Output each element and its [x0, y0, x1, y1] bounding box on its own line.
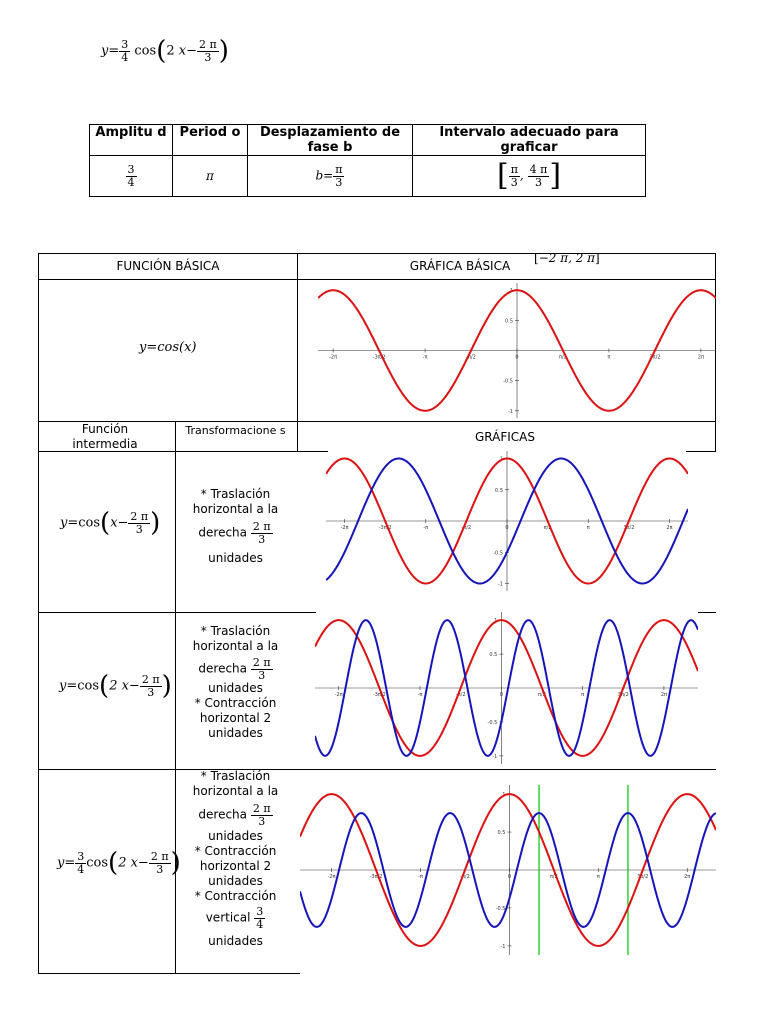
row1-fn-pre: x− — [110, 515, 129, 531]
x-tick-label: -π — [422, 354, 428, 361]
row2-t-den: 3 — [251, 669, 273, 682]
row2-t3: derecha — [198, 661, 248, 676]
x-tick-label: 0 — [499, 692, 503, 698]
row3-t9: vertical — [205, 910, 251, 925]
x-tick-label: -2π — [334, 692, 343, 698]
x-tick-label: -2π — [329, 354, 338, 361]
amp-den: 4 — [127, 175, 135, 189]
x-tick-label: π — [596, 874, 600, 880]
eq-lparen: ( — [156, 36, 167, 66]
x-tick-label: -π — [423, 525, 429, 531]
y-tick-label: 1 — [494, 618, 498, 625]
row1-fn-den: 3 — [128, 523, 150, 536]
x-tick-label: π/2 — [559, 354, 567, 361]
eq-phase-den: 3 — [197, 51, 219, 64]
row3-coef-num: 3 — [77, 849, 85, 863]
eq-equals: = — [108, 43, 120, 59]
x-tick-label: π/2 — [538, 692, 546, 698]
summary-amplitude — [90, 156, 173, 197]
eq-minus: − — [186, 43, 198, 59]
x-tick-label: 2π — [660, 692, 668, 698]
row3-t10: unidades — [208, 934, 263, 949]
x-tick-label: -π/2 — [461, 525, 472, 531]
interval-label: [−2 π, 2 π] — [534, 251, 600, 265]
row2-fn-num: 2 π — [141, 672, 160, 686]
x-tick-label: π — [607, 354, 611, 361]
amp-num: 3 — [127, 162, 135, 176]
x-tick-label: -π/2 — [466, 354, 476, 361]
row3-function: y= $\frac{3}{4}$ cos(2 x− $\frac{2 \pi}{3}$ ) — [57, 848, 181, 878]
y-tick-label: 0.5 — [497, 830, 506, 837]
eq-cos: cos — [134, 43, 157, 59]
top-equation — [101, 38, 229, 64]
y-tick-label: 1 — [499, 456, 503, 463]
row1-t-num: 2 π — [252, 520, 271, 533]
row3-t4: unidades — [208, 829, 263, 844]
header-funcion-intermedia: Función intermedia — [72, 422, 138, 451]
y-tick-label: -1 — [492, 753, 498, 760]
row3-fn-pre: 2 x− — [118, 855, 149, 871]
x-tick-label: -3π/2 — [369, 874, 383, 880]
x-tick-label: -2π — [327, 874, 336, 880]
row2-t-num: 2 π — [252, 656, 271, 669]
int-a-den: 3 — [509, 176, 520, 189]
row3-t7: unidades — [208, 874, 263, 889]
row3-t3: derecha — [198, 807, 248, 822]
row3-t3-wrap — [178, 803, 293, 827]
header-graficas: GRÁFICAS — [474, 430, 535, 444]
eq-coef-num: 3 — [121, 37, 129, 51]
row3-t-num: 2 π — [252, 802, 271, 815]
x-tick-label: 2π — [684, 874, 691, 880]
row3-t-den: 3 — [251, 815, 273, 828]
header-grafica-basica: GRÁFICA BÁSICA — [409, 259, 511, 273]
row2-t1: * Traslación — [200, 624, 271, 638]
int-a-num: π — [510, 162, 518, 176]
x-tick-label: 0 — [507, 874, 512, 880]
b-label: b= — [315, 168, 334, 183]
summary-table — [89, 124, 646, 197]
graph-row3 — [300, 785, 716, 955]
x-tick-label: -π/2 — [455, 692, 466, 698]
x-tick-label: -3π/2 — [372, 692, 386, 698]
row3-t5: * Contracción — [194, 844, 277, 859]
y-tick-label: -0.5 — [503, 378, 513, 385]
y-tick-label: -0.5 — [487, 719, 498, 726]
row2-t4: unidades — [208, 681, 263, 696]
row2-fn-pre: 2 x− — [109, 678, 140, 694]
summary-header-amplitude: Amplitu d — [90, 125, 173, 156]
row3-t1: * Traslación — [200, 769, 271, 783]
graph-row2 — [315, 612, 698, 764]
y-tick-label: -0.5 — [495, 905, 506, 912]
x-tick-label: -π/2 — [460, 874, 470, 880]
basic-function: y=cos(x) — [139, 340, 197, 355]
y-tick-label: -1 — [500, 943, 506, 950]
row3-transformations — [178, 769, 293, 949]
eq-coef-frac — [119, 39, 130, 63]
row2-t2: horizontal a la — [192, 639, 279, 653]
summary-header-phase: Desplazamiento de fase b — [248, 125, 413, 156]
graph-basic-svg — [318, 283, 716, 418]
int-b-den: 3 — [528, 176, 550, 189]
row3-t9-wrap — [178, 906, 293, 930]
row2-t7: unidades — [208, 726, 263, 741]
row2-t5: * Contracción — [194, 696, 277, 711]
graph-row3-svg — [300, 785, 716, 955]
y-tick-label: -1 — [498, 581, 503, 588]
row1-t1: * Traslación — [200, 487, 271, 501]
int-sep: , — [519, 168, 524, 183]
summary-value-row — [90, 156, 646, 197]
y-tick-label: 1 — [502, 792, 506, 799]
summary-phase — [248, 156, 413, 197]
header-funcion-basica: FUNCIÓN BÁSICA — [116, 259, 220, 273]
summary-header-interval: Intervalo adecuado para graficar — [413, 125, 646, 156]
row1-t4: unidades — [208, 551, 263, 566]
row1-t3: derecha — [198, 525, 248, 540]
y-tick-label: -1 — [508, 408, 513, 415]
x-tick-label: 3π/2 — [617, 692, 629, 698]
eq-x: x — [178, 43, 187, 59]
x-tick-label: 2π — [666, 525, 673, 531]
row1-function: y=cos(x− $\frac{2 \pi}{3}$ ) — [60, 508, 161, 538]
row2-t6: horizontal 2 — [199, 711, 272, 726]
x-tick-label: -2π — [340, 525, 349, 531]
graph-basic — [318, 283, 716, 418]
row3-t-den2: 4 — [256, 917, 264, 931]
row3-t2: horizontal a la — [192, 784, 279, 798]
eq-y: y — [101, 43, 109, 59]
row2-transformations — [178, 624, 293, 741]
x-tick-label: -3π/2 — [372, 354, 386, 361]
y-tick-label: -0.5 — [493, 550, 503, 557]
graph-row1-svg — [326, 451, 688, 591]
eq-phase-frac — [197, 39, 219, 63]
x-tick-label: 2π — [697, 354, 704, 361]
row1-transformations — [178, 487, 293, 566]
x-tick-label: -π — [418, 874, 423, 880]
row1-t3-wrap — [178, 521, 293, 545]
row3-coef-den: 4 — [77, 862, 85, 876]
summary-period: π — [173, 156, 248, 197]
row1-t-den: 3 — [251, 533, 273, 546]
eq-coef-den: 4 — [121, 50, 129, 64]
row1-t2: horizontal a la — [192, 502, 279, 516]
y-tick-label: 0.5 — [505, 318, 513, 325]
int-b-num: 4 π — [529, 162, 548, 176]
x-tick-label: 3π/2 — [623, 525, 635, 531]
x-tick-label: π — [581, 692, 585, 698]
row2-function: y=cos(2 x− $\frac{2 \pi}{3}$ ) — [59, 671, 172, 701]
summary-header-row — [90, 125, 646, 156]
b-num: π — [335, 162, 343, 176]
x-tick-label: π — [586, 525, 590, 531]
graph-row1 — [326, 451, 688, 591]
row3-t6: horizontal 2 — [199, 859, 272, 874]
summary-interval: [ $\frac{\pi}{3}$ , $\frac{4 \pi}{3}$ ] — [413, 156, 646, 197]
row3-fn-den: 3 — [149, 863, 171, 876]
x-tick-label: 3π/2 — [637, 874, 649, 880]
x-tick-label: -3π/2 — [378, 525, 392, 531]
row3-t-num2: 3 — [256, 905, 264, 919]
row3-t8: * Contracción — [194, 889, 277, 904]
y-tick-label: 0.5 — [489, 652, 498, 659]
x-tick-label: 0 — [505, 525, 509, 531]
x-tick-label: -π — [417, 692, 423, 698]
interval-text: −2 π, 2 π — [538, 251, 596, 265]
header-transformaciones: Transformacione s — [185, 424, 286, 437]
eq-xcoef: 2 — [166, 43, 175, 59]
y-tick-label: 1 — [509, 288, 513, 295]
row1-fn-num: 2 π — [130, 509, 149, 523]
row2-fn-den: 3 — [140, 686, 162, 699]
eq-rparen: ) — [218, 36, 229, 66]
x-tick-label: 3π/2 — [649, 354, 661, 361]
x-tick-label: 0 — [515, 354, 519, 361]
eq-phase-num: 2 π — [199, 37, 217, 51]
summary-header-period: Period o — [173, 125, 248, 156]
x-tick-label: π/2 — [549, 874, 558, 880]
row3-fn-num: 2 π — [150, 849, 169, 863]
graph-row2-svg — [315, 612, 698, 764]
b-den: 3 — [333, 176, 344, 189]
x-tick-label: π/2 — [543, 525, 552, 531]
row2-t3-wrap — [178, 657, 293, 681]
y-tick-label: 0.5 — [495, 487, 503, 494]
